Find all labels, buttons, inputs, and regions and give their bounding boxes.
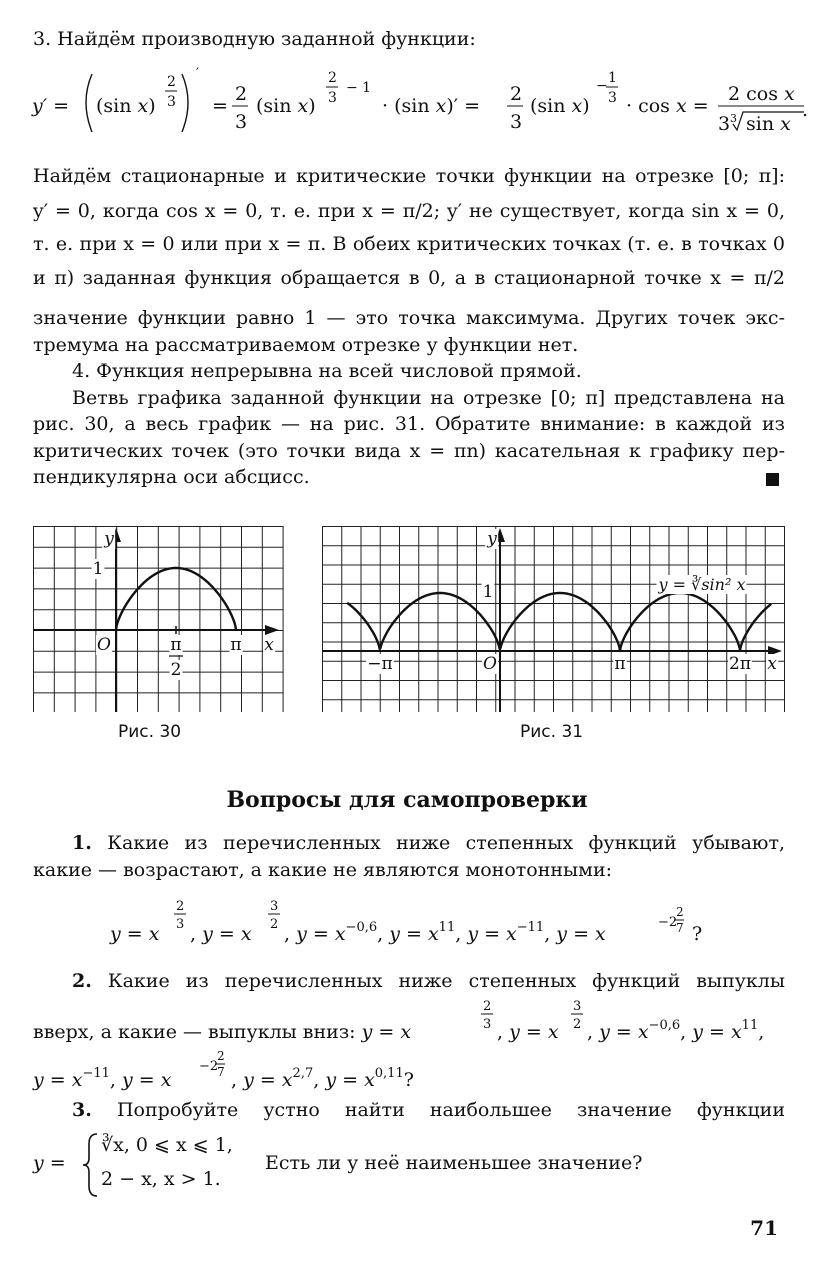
body-line-9: рис. 30, а весь график — на рис. 31. Обратите внимание: в каждой из xyxy=(33,413,785,435)
q2-line-3 xyxy=(33,1048,533,1096)
fig30-tick-pi-half-num: π xyxy=(170,635,182,655)
body-line-10: критических точек (это точки вида x = πn) касательная к графику пер- xyxy=(33,440,785,462)
svg-text:, y = x−0,6, y = x11,: , $y = x^{-0,6}$, $y = x^{11}$, xyxy=(587,1018,765,1043)
q3-text-1: Попробуйте устно найти наибольшее значение функции xyxy=(116,1099,785,1121)
svg-text:2: 2 xyxy=(235,83,248,105)
fig31-origin-label: O xyxy=(483,654,497,674)
q3-line-1 xyxy=(72,1097,785,1123)
body-line-1: Найдём стационарные и критические точки функции на отрезке [0; π]: xyxy=(33,165,785,187)
q3-piecewise xyxy=(33,1130,733,1200)
svg-text:sin x: sin x xyxy=(746,113,791,135)
svg-text:3: 3 xyxy=(270,899,279,914)
svg-text:y = x−11, y = x: $y = x^{-11}$, y = x xyxy=(33,1066,172,1091)
q3-case-1: ∛x, 0 ⩽ x ⩽ 1, xyxy=(101,1134,233,1156)
svg-text:3: 3 xyxy=(608,90,617,106)
body-line-2: y′ = 0, когда cos x = 0, т. е. при x = π/2; y′ не существует, когда sin x = 0, xyxy=(33,200,785,222)
q1-line-2: какие — возрастают, а какие не являются монотонными: xyxy=(33,859,613,881)
end-of-proof-mark xyxy=(766,471,779,490)
q3-number: 3. xyxy=(72,1099,92,1121)
svg-text:, y = x−0,6, y = x11, y = x−11: , $y = x^{-0,6}$, $y = x^{11}$, $y = x^{-11}$, y = x xyxy=(284,920,606,945)
fig31-tick-minus-pi-label: −π xyxy=(367,654,393,674)
svg-text:· (sin x)′ =: · (sin x)′ = xyxy=(382,95,481,117)
body-line-8: Ветвь графика заданной функции на отрезке [0; π] представлена на xyxy=(72,387,785,409)
q2-line-3-graphic xyxy=(33,1048,533,1096)
fig30-tick-pi-half-den: 2 xyxy=(170,660,182,680)
page-number: 71 xyxy=(750,1216,778,1240)
svg-text:, y = x: , y = x xyxy=(190,923,252,945)
svg-text:3: 3 xyxy=(176,917,185,932)
svg-text:2: 2 xyxy=(270,917,279,932)
svg-text:−: − xyxy=(596,78,608,94)
q1-text-1: Какие из перечисленных ниже степенных функций убывают, xyxy=(107,832,785,854)
fig31-tick-pi-label: π xyxy=(614,654,626,674)
q3-case-2: 2 − x, x > 1. xyxy=(101,1168,221,1190)
body-line-6: тремума на рассматриваемом отрезке у функции нет. xyxy=(33,334,579,356)
svg-text:2: 2 xyxy=(167,74,176,90)
svg-text:2: 2 xyxy=(176,899,185,914)
svg-text:(sin x): (sin x) xyxy=(256,95,316,117)
q1-formula xyxy=(110,896,730,952)
q1-line-1 xyxy=(72,830,785,856)
fig30-x-arrow xyxy=(265,625,279,635)
svg-text:2: 2 xyxy=(676,905,684,919)
derivative-formula-graphic xyxy=(30,60,809,140)
q1-number: 1. xyxy=(72,832,92,854)
fig30-origin-label: O xyxy=(97,635,111,655)
svg-text:=: = xyxy=(212,95,228,117)
svg-text:3: 3 xyxy=(235,111,248,133)
body-line-5: значение функции равно 1 — это точка максимума. Других точек экс- xyxy=(33,307,785,329)
figure-31-caption: Рис. 31 xyxy=(520,722,584,742)
section-3-heading: 3. Найдём производную заданной функции: xyxy=(33,28,476,50)
q2-text-1: Какие из перечисленных ниже степенных функций выпуклы xyxy=(107,970,785,992)
q2-line-2 xyxy=(33,996,785,1048)
svg-text:−2: −2 xyxy=(199,1059,219,1074)
svg-text:3: 3 xyxy=(718,113,731,135)
fig31-y-label: y xyxy=(487,529,497,549)
svg-text:3: 3 xyxy=(510,111,523,133)
svg-text:3: 3 xyxy=(573,999,582,1014)
svg-text:7: 7 xyxy=(217,1065,225,1079)
svg-text:(sin x): (sin x) xyxy=(96,95,156,117)
q2-line-1 xyxy=(72,968,785,994)
svg-text:3: 3 xyxy=(328,90,337,106)
svg-text:3: 3 xyxy=(483,1017,492,1032)
fig30-x-label: x xyxy=(264,635,274,655)
svg-text:y = x: y = x xyxy=(110,923,160,945)
q2-line-2-graphic xyxy=(33,996,785,1048)
svg-text:y′ =: y′ = xyxy=(32,95,70,117)
svg-text:вверх, а какие — выпуклы вниз:: вверх, а какие — выпуклы вниз: y = x xyxy=(33,1021,412,1043)
fig31-x-label: x xyxy=(767,654,777,674)
body-line-3: т. е. при x = 0 или при x = π. В обеих критических точках (т. е. в точках 0 xyxy=(33,233,785,255)
questions-heading: Вопросы для самопроверки xyxy=(226,787,588,813)
svg-text:2: 2 xyxy=(328,70,337,86)
svg-text:2: 2 xyxy=(510,83,523,105)
q2-number: 2. xyxy=(72,970,92,992)
q1-formula-graphic xyxy=(110,896,730,952)
figure-30-caption: Рис. 30 xyxy=(118,722,182,742)
q3-y-equals: y = xyxy=(33,1152,66,1174)
svg-text:3: 3 xyxy=(167,94,176,110)
derivative-formula xyxy=(30,60,809,140)
svg-text:?: ? xyxy=(692,923,703,945)
svg-text:1: 1 xyxy=(608,70,617,86)
figure-30-graph xyxy=(33,526,283,712)
q3-brace xyxy=(81,1132,101,1198)
svg-text:2: 2 xyxy=(483,999,492,1014)
svg-text:2: 2 xyxy=(217,1049,225,1063)
body-line-11: пендикулярна оси абсцисс. xyxy=(33,466,310,488)
svg-text:.: . xyxy=(802,99,809,121)
svg-text:· cos x =: · cos x = xyxy=(626,95,709,117)
body-line-7: 4. Функция непрерывна на всей числовой прямой. xyxy=(72,360,582,382)
svg-text:′: ′ xyxy=(196,66,200,82)
svg-text:, y = x2,7, y = x0,11?: , $y = x^{2,7}$, $y = x^{0,11}$? xyxy=(231,1066,414,1091)
svg-text:7: 7 xyxy=(676,921,684,935)
svg-text:2 cos x: 2 cos x xyxy=(728,83,795,105)
fig30-tick-one-label: 1 xyxy=(92,559,104,579)
fig30-y-label: y xyxy=(104,529,114,549)
fig31-tick-two-pi-label: 2π xyxy=(729,654,751,674)
fig30-curve xyxy=(116,568,236,630)
fig31-curve-label: y = ∛sin² x xyxy=(658,575,746,594)
figure-31-graph xyxy=(322,526,784,712)
fig31-tick-one-label: 1 xyxy=(482,582,494,602)
svg-text:(sin x): (sin x) xyxy=(530,95,590,117)
svg-text:2: 2 xyxy=(573,1017,582,1032)
svg-text:−2: −2 xyxy=(658,915,678,930)
q3-tail: Есть ли у неё наименьшее значение? xyxy=(265,1152,643,1174)
svg-text:3: 3 xyxy=(730,112,737,125)
body-line-4: и π) заданная функция обращается в 0, а в стационарной точке x = π/2 xyxy=(33,267,785,289)
svg-text:− 1: − 1 xyxy=(346,80,372,96)
svg-text:, y = x: , y = x xyxy=(497,1021,559,1043)
fig30-tick-pi-label: π xyxy=(230,635,242,655)
